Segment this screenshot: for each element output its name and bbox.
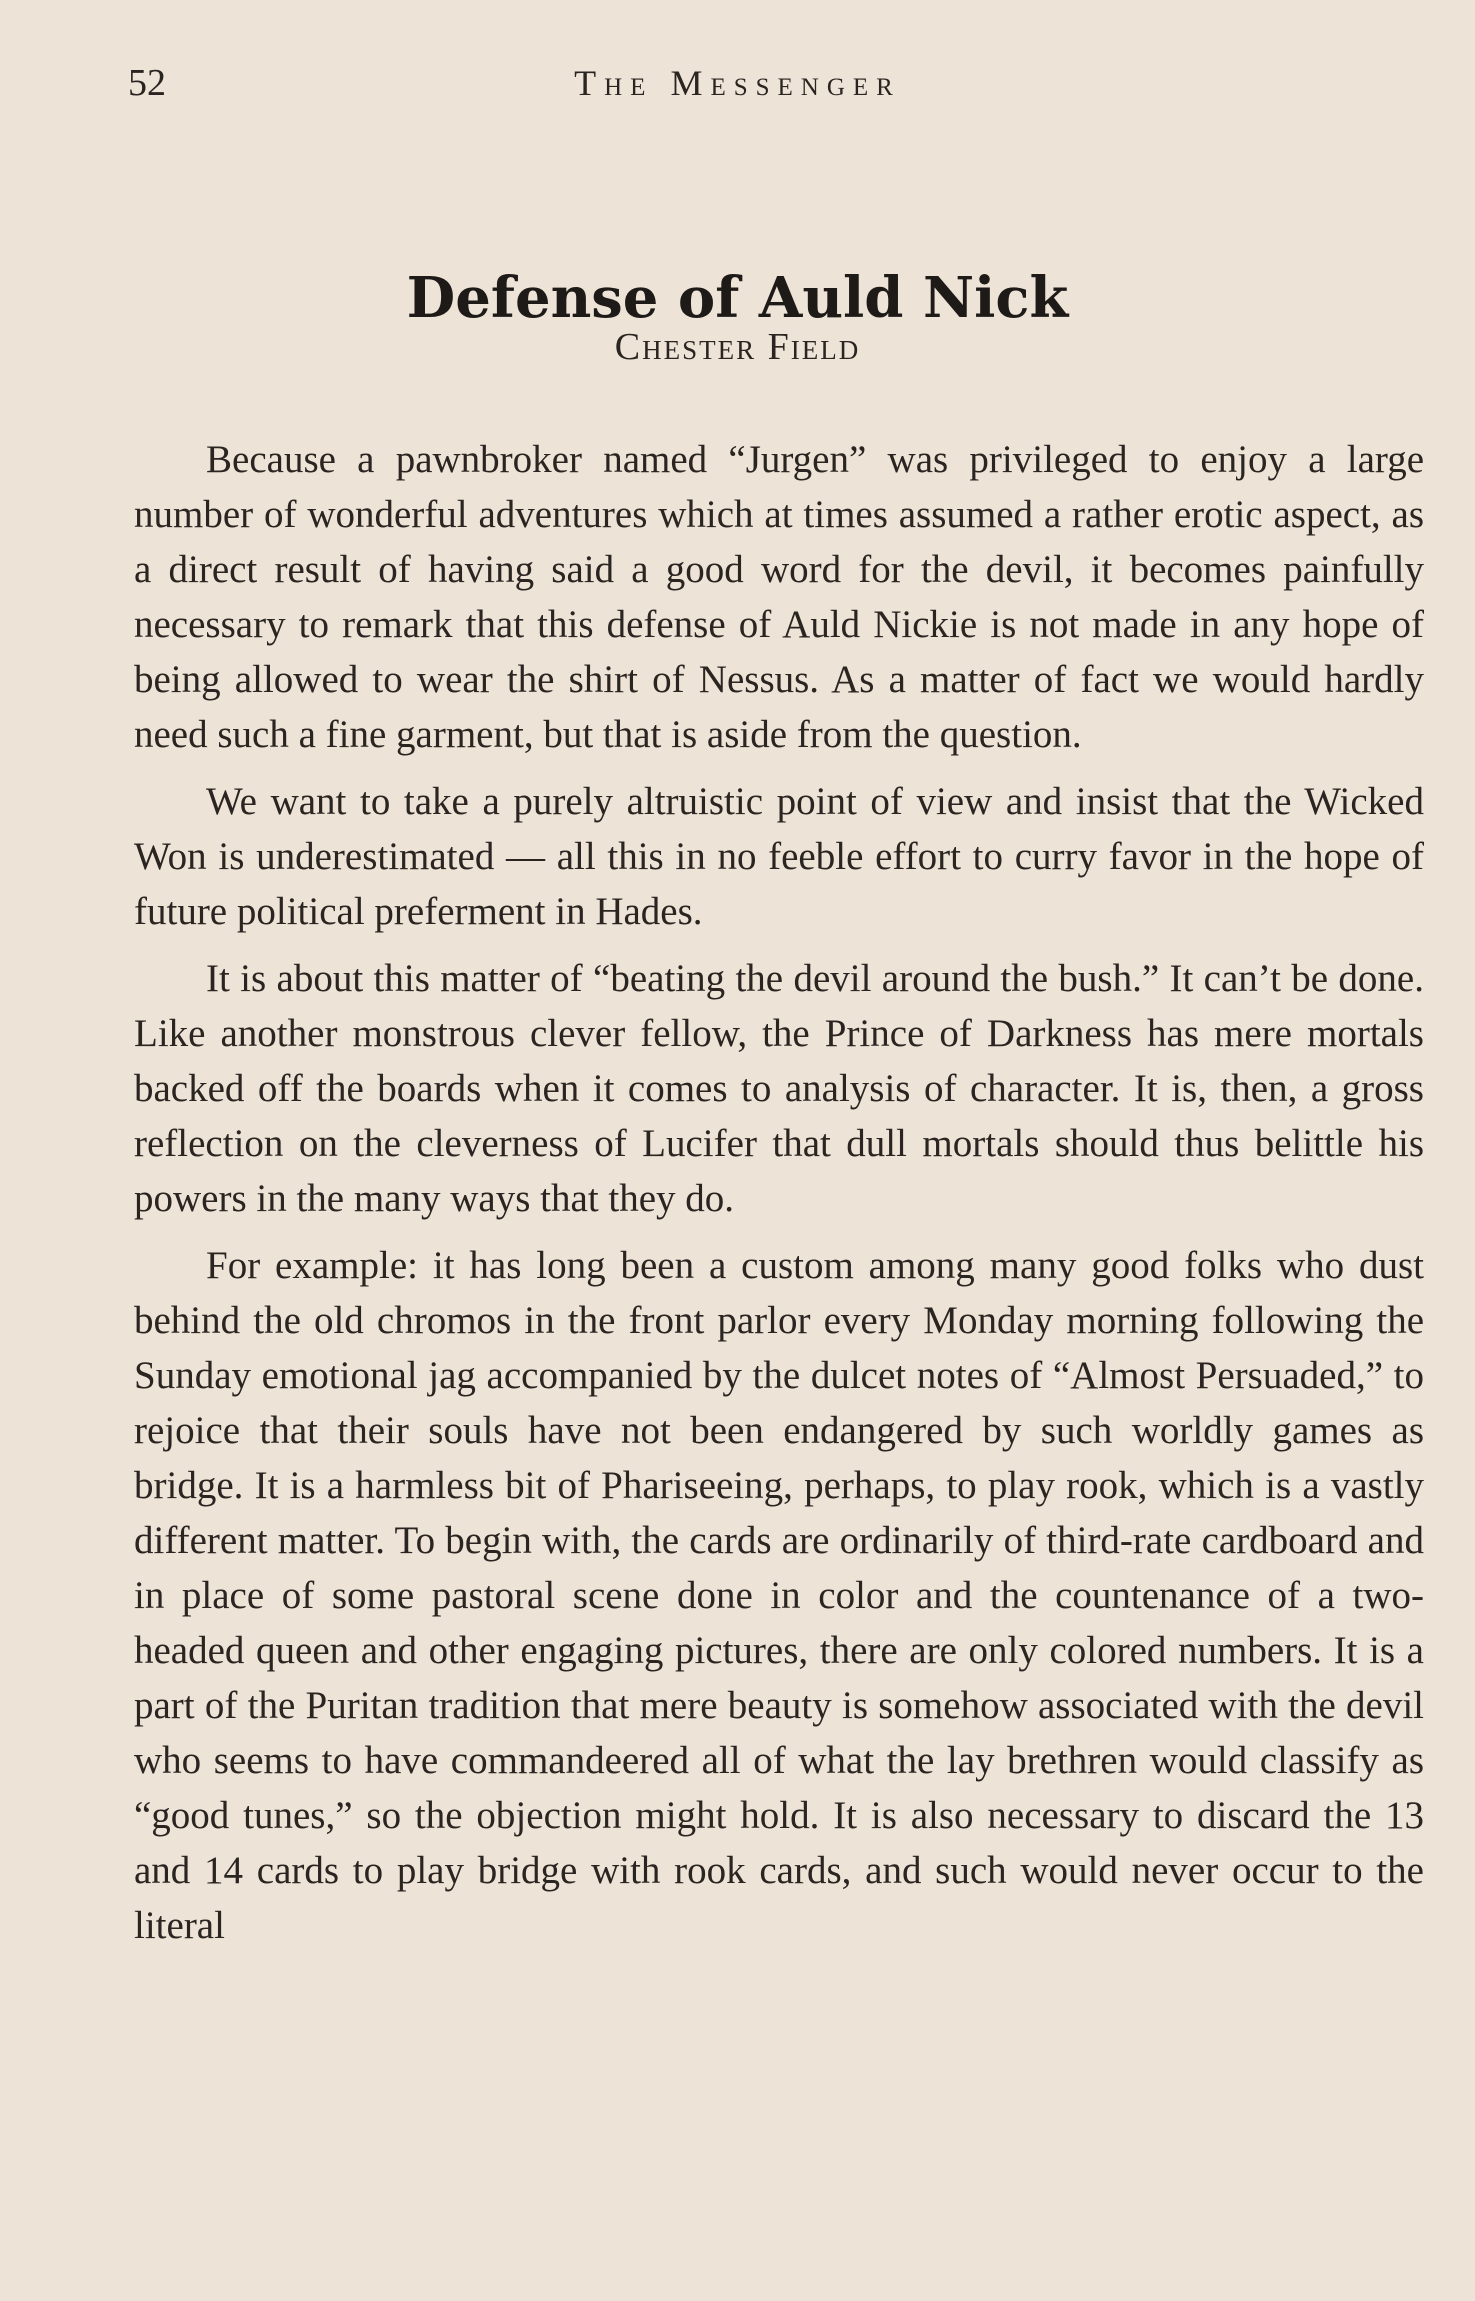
- paragraph: For example: it has long been a custom among many good folks who dust behind the old chromos in the front parlor every Monday morning following the Sunday emotional jag accompanied by the dulcet notes of “Almost Persuaded,” to rejoice that their souls have not been endangered by such worldly games as bridge. It is a harmless bit of Phariseeing, perhaps, to play rook, which is a vastly different matter. To begin with, the cards are ordinarily of third-rate cardboard and in place of some pastoral scene done in color and the countenance of a two-headed queen and other engaging pictures, there are only colored numbers. It is a part of the Puritan tradition that mere beauty is somehow associated with the devil who seems to have commandeered all of what the lay brethren would classify as “good tunes,” so the objection might hold. It is also necessary to discard the 13 and 14 cards to play bridge with rook cards, and such would never occur to the literal: [134, 1244, 1424, 1947]
- paragraph: We want to take a purely altruistic point of view and insist that the Wicked Won is underestimated — all this in no feeble effort to curry favor in the hope of future political preferment in Hades.: [134, 780, 1424, 933]
- article-author: Chester Field: [614, 326, 861, 368]
- journal-title: The Messenger: [574, 63, 901, 103]
- page-number: 52: [128, 62, 166, 104]
- paragraph: Because a pawnbroker named “Jurgen” was privileged to enjoy a large number of wonderful adventures which at times assumed a rather erotic aspect, as a direct result of having said a good word for the devil, it becomes painfully necessary to remark that this defense of Auld Nickie is not made in any hope of being allowed to wear the shirt of Nessus. As a matter of fact we would hardly need such a fine garment, but that is aside from the question.: [134, 438, 1424, 756]
- paragraph: It is about this matter of “beating the devil around the bush.” It can’t be done. Like another monstrous clever fellow, the Prince of Darkness has mere mortals backed off the boards when it comes to analysis of character. It is, then, a gross reflection on the cleverness of Lucifer that dull mortals should thus belittle his powers in the many ways that they do.: [134, 957, 1424, 1220]
- article-title: Defense of Auld Nick: [406, 264, 1069, 331]
- article-body: [134, 432, 1424, 1965]
- running-head: [0, 58, 1475, 108]
